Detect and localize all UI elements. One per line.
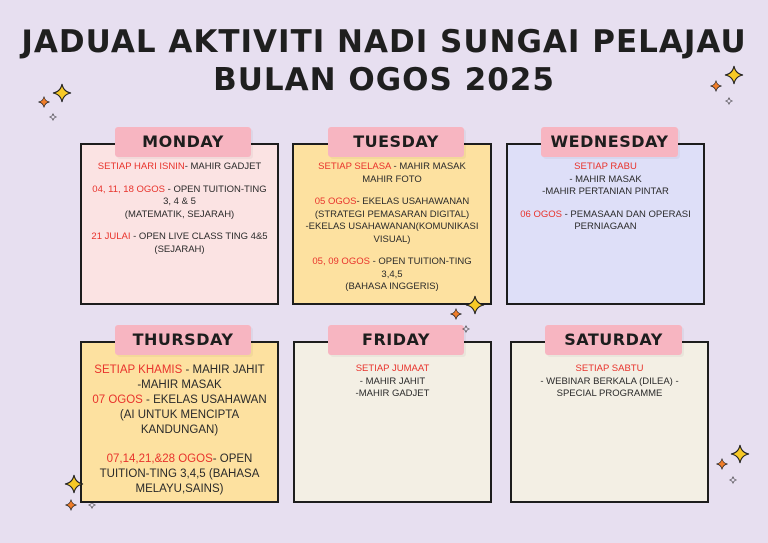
wednesday-p1-sub1: - MAHIR MASAK [569, 173, 642, 185]
tuesday-card [292, 143, 492, 305]
tuesday-p2-text: - EKELAS USAHAWANAN [356, 196, 470, 207]
thursday-p2-text: - EKELAS USAHAWAN [142, 394, 267, 406]
thursday-card [80, 341, 279, 503]
tuesday-p2-sub2: -EKELAS USAHAWANAN(KOMUNIKASI VISUAL) [305, 221, 479, 245]
monday-label: MONDAY [115, 127, 251, 157]
thursday-p3-red: 07,14,21,&28 OGOS [106, 453, 213, 465]
thursday-p3-text: - OPEN TUITION-TING 3,4,5 (BAHASA MELAYU,SAINS) [99, 453, 260, 495]
tuesday-p1-red: SETIAP SELASA [318, 161, 391, 172]
monday-card [80, 143, 279, 305]
thursday-p1-text: - MAHIR JAHIT [182, 364, 265, 376]
friday-label: FRIDAY [328, 325, 464, 355]
sparkle-icon [717, 445, 750, 484]
page-subtitle: BULAN OGOS 2025 [213, 62, 555, 98]
monday-p3-text: - OPEN LIVE CLASS TING 4&5 [130, 231, 268, 242]
wednesday-p2-red: 06 OGOS [520, 208, 562, 220]
tuesday-p3-text: - OPEN TUITION-TING 3,4,5 [369, 256, 472, 280]
wednesday-p1-red: SETIAP RABU [574, 161, 637, 172]
friday-p1-sub1: - MAHIR JAHIT [359, 375, 426, 387]
monday-p2-text: - OPEN TUITION-TING 3, 4 & 5 [163, 183, 267, 207]
tuesday-p2-red: 05 OGOS [314, 196, 357, 207]
tuesday-p2-sub1: (STRATEGI PEMASARAN DIGITAL) [314, 208, 470, 220]
monday-p3-sub: (SEJARAH) [154, 243, 205, 255]
thursday-p2-sub: (AI UNTUK MENCIPTA KANDUNGAN) [119, 409, 240, 436]
page-title: JADUAL AKTIVITI NADI SUNGAI PELAJAU [21, 24, 747, 60]
tuesday-p1-sub: MAHIR FOTO [362, 173, 422, 185]
wednesday-label: WEDNESDAY [541, 127, 678, 157]
thursday-p1-red: SETIAP KHAMIS [94, 364, 183, 376]
wednesday-card [506, 143, 705, 305]
tuesday-p3-sub: (BAHASA INGGERIS) [345, 281, 439, 292]
saturday-label: SATURDAY [545, 325, 682, 355]
wednesday-p2-text: - PEMASAAN DAN OPERASI PERNIAGAAN [561, 208, 691, 232]
monday-p3-red: 21 JULAI [91, 231, 131, 242]
thursday-label: THURSDAY [115, 325, 251, 355]
thursday-p1-sub: -MAHIR MASAK [137, 379, 222, 391]
saturday-p1-sub: - WEBINAR BERKALA (DILEA) - SPECIAL PROGRAMME [540, 375, 679, 399]
friday-p1-sub2: -MAHIR GADJET [355, 388, 430, 399]
tuesday-p3-red: 05, 09 OGOS [312, 256, 370, 267]
thursday-p2-red: 07 OGOS [92, 394, 143, 406]
monday-p2-sub: (MATEMATIK, SEJARAH) [124, 208, 235, 220]
saturday-card [510, 341, 709, 503]
tuesday-p1-text: - MAHIR MASAK [390, 161, 466, 172]
saturday-p1-red: SETIAP SABTU [575, 363, 644, 374]
friday-card [293, 341, 492, 503]
friday-p1-red: SETIAP JUMAAT [355, 363, 430, 374]
tuesday-label: TUESDAY [328, 127, 464, 157]
monday-p2-red: 04, 11, 18 OGOS [92, 183, 165, 195]
wednesday-p1-sub2: -MAHIR PERTANIAN PINTAR [542, 186, 669, 197]
monday-p1-text: - MAHIR GADJET [184, 161, 262, 172]
monday-p1-red: SETIAP HARI ISNIN [97, 161, 185, 172]
